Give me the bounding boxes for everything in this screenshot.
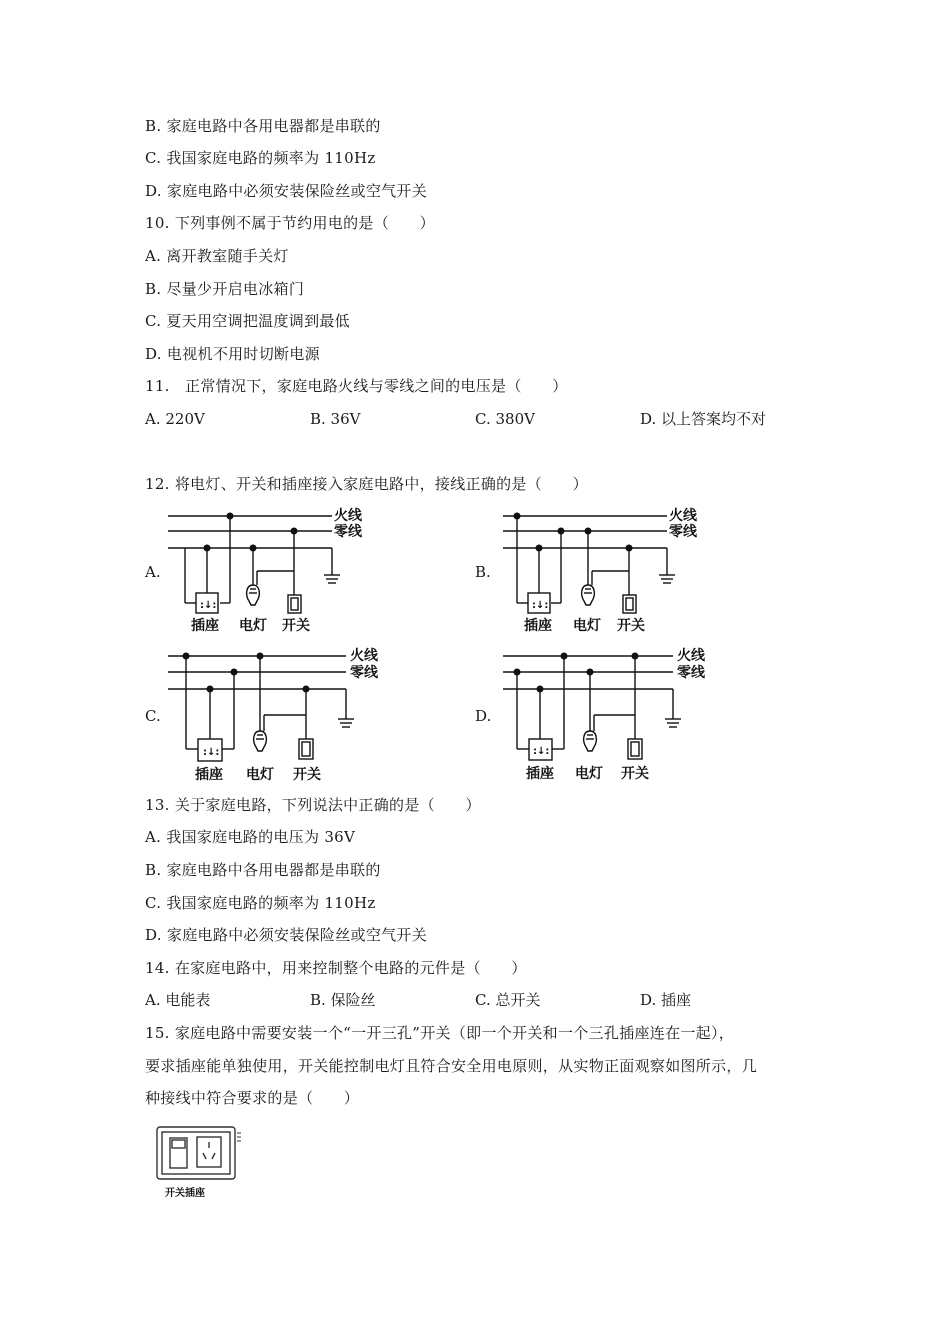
neutral-wire-label: 零线 (334, 524, 362, 540)
option-line: A. 电能表 (145, 991, 211, 1009)
switch-label: 开关 (282, 618, 310, 634)
option-line: B. 尽量少开启电冰箱门 (145, 280, 305, 298)
diagram-label-b: B. (475, 563, 491, 581)
switch-label: 开关 (621, 766, 649, 782)
circuit-diagram-b (495, 505, 715, 640)
switch-label: 开关 (617, 618, 645, 634)
option-line: B. 保险丝 (310, 991, 376, 1009)
option-line: C. 我国家庭电路的频率为 110Hz (145, 149, 376, 167)
option-line: A. 离开教室随手关灯 (145, 247, 289, 265)
circuit-diagram-a (160, 505, 380, 640)
svg-text::↓:: :↓: (532, 600, 549, 611)
option-line: B. 36V (310, 410, 361, 428)
question-15-cont: 要求插座能单独使用，开关能控制电灯且符合安全用电原则，从实物正面观察如图所示，几 (145, 1057, 758, 1075)
switch-socket-figure (155, 1125, 255, 1205)
socket-label: 插座 (191, 618, 219, 634)
neutral-wire-label: 零线 (677, 665, 705, 681)
live-wire-label: 火线 (669, 508, 697, 524)
socket-label: 插座 (524, 618, 552, 634)
neutral-wire-label: 零线 (350, 665, 378, 681)
question-15: 15. 家庭电路中需要安装一个“一开三孔”开关（即一个开关和一个三孔插座连在一起）， (145, 1024, 735, 1042)
option-line: C. 380V (475, 410, 535, 428)
diagram-label-c: C. (145, 707, 161, 725)
question-12: 12. 将电灯、开关和插座接入家庭电路中，接线正确的是（ ） (145, 475, 588, 493)
option-line: D. 插座 (640, 991, 692, 1009)
live-wire-label: 火线 (334, 508, 362, 524)
option-line: D. 家庭电路中必须安装保险丝或空气开关 (145, 182, 428, 200)
option-line: A. 220V (145, 410, 205, 428)
live-wire-label: 火线 (350, 648, 378, 664)
question-11: 11. 正常情况下，家庭电路火线与零线之间的电压是（ ） (145, 377, 568, 395)
diagram-label-d: D. (475, 707, 492, 725)
circuit-diagram-c (160, 645, 390, 785)
live-wire-label: 火线 (677, 648, 705, 664)
question-13: 13. 关于家庭电路，下列说法中正确的是（ ） (145, 796, 481, 814)
svg-text::↓:: :↓: (533, 746, 550, 757)
lamp-label: 电灯 (239, 618, 267, 634)
option-line: B. 家庭电路中各用电器都是串联的 (145, 117, 381, 135)
option-line: C. 我国家庭电路的频率为 110Hz (145, 894, 376, 912)
lamp-label: 电灯 (246, 767, 274, 783)
switch-label: 开关 (293, 767, 321, 783)
circuit-diagram-d (495, 645, 725, 785)
svg-text::↓:: :↓: (203, 747, 220, 758)
option-line: D. 电视机不用时切断电源 (145, 345, 320, 363)
option-line: C. 夏天用空调把温度调到最低 (145, 312, 350, 330)
question-10: 10. 下列事例不属于节约用电的是（ ） (145, 214, 435, 232)
option-line: B. 家庭电路中各用电器都是串联的 (145, 861, 381, 879)
lamp-label: 电灯 (575, 766, 603, 782)
option-line: D. 以上答案均不对 (640, 410, 767, 428)
socket-label: 插座 (526, 766, 554, 782)
svg-text::↓:: :↓: (200, 600, 217, 611)
socket-label: 插座 (195, 767, 223, 783)
option-line: C. 总开关 (475, 991, 541, 1009)
neutral-wire-label: 零线 (669, 524, 697, 540)
option-line: D. 家庭电路中必须安装保险丝或空气开关 (145, 926, 428, 944)
question-14: 14. 在家庭电路中，用来控制整个电路的元件是（ ） (145, 959, 527, 977)
lamp-label: 电灯 (573, 618, 601, 634)
question-15-cont: 种接线中符合要求的是（ ） (145, 1089, 360, 1107)
figure-caption: 开关插座 (165, 1188, 205, 1199)
diagram-label-a: A. (145, 563, 161, 581)
option-line: A. 我国家庭电路的电压为 36V (145, 828, 356, 846)
